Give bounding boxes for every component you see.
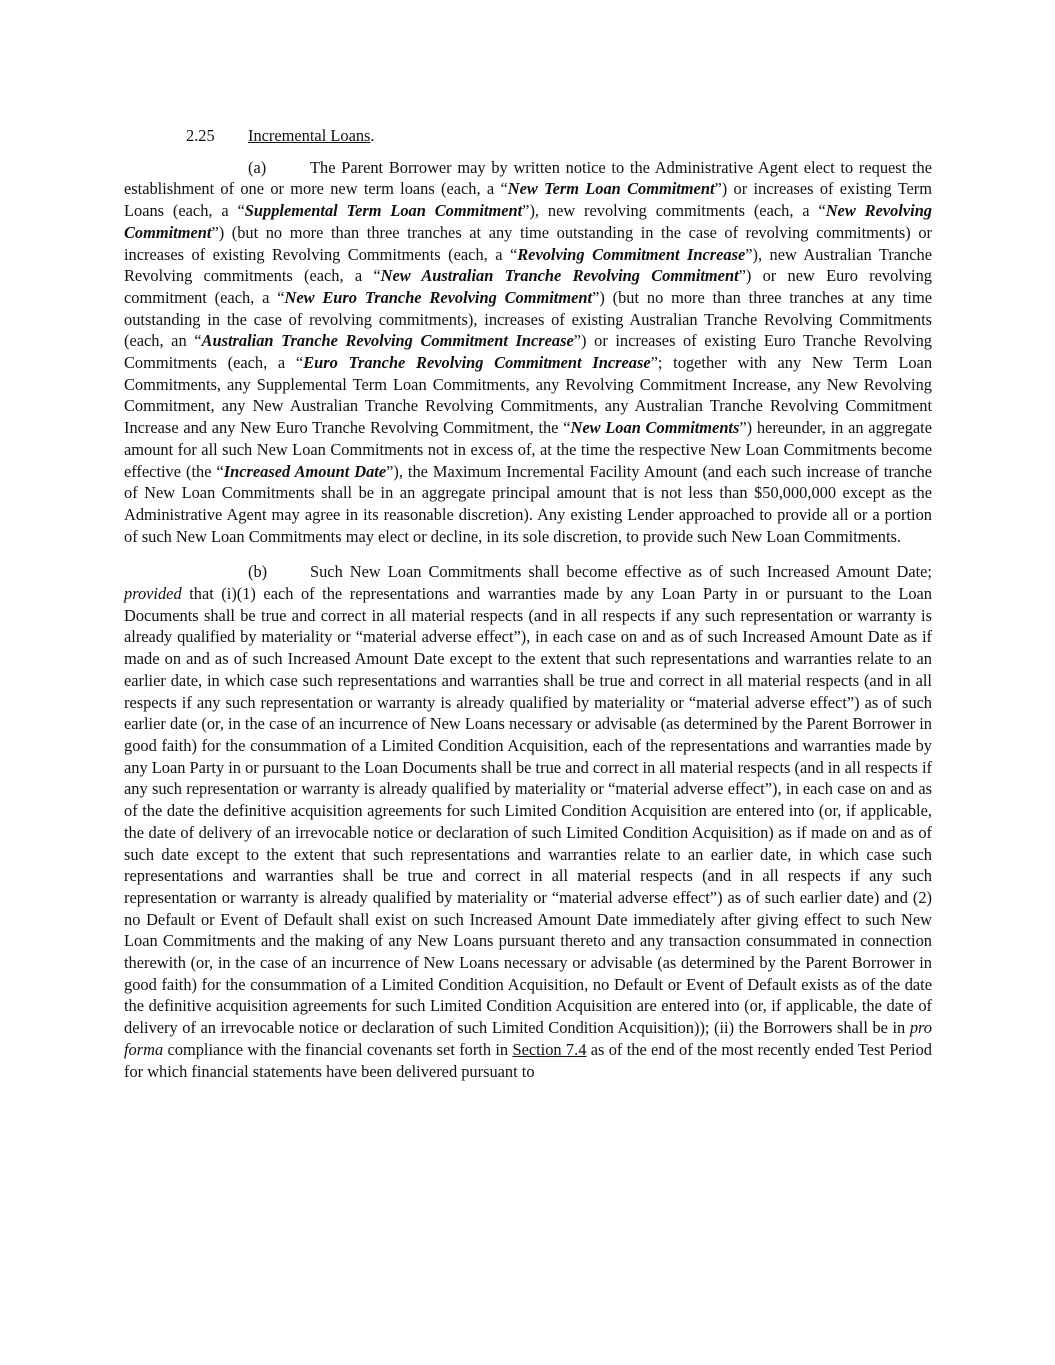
text-run: ”) or increases of existing Euro Tranche Revolving Commitments (each, a “: [124, 331, 932, 373]
text-run: compliance with the financial covenants set forth in: [163, 1039, 513, 1059]
text-run: The Parent Borrower may by written notice to the Administrative Agent elect to request the establishment of one or more new term loans (each, a “: [124, 157, 932, 199]
paragraph-b-label: (b): [248, 562, 268, 582]
text-run: ”) or increases of existing Term Loans (each, a “: [124, 179, 932, 221]
text-run: ”), the Maximum Incremental Facility Amount (and each such increase of tranche of New Loan Commitments shall be in an aggregate principal amount that is not less than $50,000,000 except as the Administrative Agent may agree in its reasonable discretion). Any existing Lender approached to provide all or a portion of such New Loan Commitments may elect or decline, in its sole discretion, to provide such New Loan Commitments.: [124, 461, 932, 546]
defined-term: Euro Tranche Revolving Commitment Increase: [303, 353, 651, 373]
text-run: ”) or new Euro revolving commitment (each, a “: [124, 266, 932, 307]
section-title-period: .: [370, 126, 375, 145]
text-run: ”; together with any New Term Loan Commitments, any Supplemental Term Loan Commitments, any Revolving Commitment Increase, any New Revolving Commitment, any New Australian Tranche Revolving Commitments, any Australian Tranche Revolving Commitment Increase and any New Euro Tranche Revolving Commitment, the “: [124, 353, 933, 438]
text-run: ”) (but no more than three tranches at any time outstanding in the case of revolving commitments) or increases of existing Revolving Commitments (each, a “: [124, 222, 932, 264]
italic-term: provided: [124, 584, 182, 604]
defined-term: Increased Amount Date: [223, 461, 387, 481]
defined-term: Australian Tranche Revolving Commitment Increase: [201, 331, 574, 351]
section-title: Incremental Loans: [248, 126, 371, 145]
text-run: Such New Loan Commitments shall become effective as of such Increased Amount Date;: [310, 562, 932, 582]
document-page: [124, 125, 932, 1096]
defined-term: New Loan Commitments: [570, 418, 740, 438]
paragraph-a: [124, 157, 932, 548]
text-run: ”), new revolving commitments (each, a “: [522, 201, 826, 221]
text-run: as of the end of the most recently ended Test Period for which financial statements have been delivered pursuant to: [124, 1039, 932, 1081]
defined-term: New Australian Tranche Revolving Commitment: [380, 266, 739, 286]
defined-term: New Revolving Commitment: [124, 201, 933, 242]
defined-term: Revolving Commitment Increase: [517, 244, 746, 264]
section-number: 2.25: [186, 126, 215, 145]
defined-term: New Euro Tranche Revolving Commitment: [284, 287, 593, 307]
defined-term: New Term Loan Commitment: [507, 179, 715, 199]
paragraph-b: [124, 561, 932, 1082]
text-run: ”), new Australian Tranche Revolving commitments (each, a “: [124, 244, 932, 286]
section-heading: [124, 125, 932, 147]
text-run: that (i)(1) each of the representations and warranties made by any Loan Party in or pursuant to the Loan Documents shall be true and correct in all material respects (and in all respects if any such representation or warranty is already qualified by materiality or “material adverse effect”), in each case on and as of such Increased Amount Date as if made on and as of such Increased Amount Date except to the extent that such representations and warranties relate to an earlier date, in which case such representations and warranties shall be true and correct in all material respects (and in all respects if any such representation or warranty is already qualified by materiality or “material adverse effect”) as of such earlier date (or, in the case of an incurrence of New Loans necessary or advisable (as determined by the Parent Borrower in good faith) for the consummation of a Limited Condition Acquisition, each of the representations and warranties made by any Loan Party in or pursuant to the Loan Documents shall be true and correct in all material respects (and in all respects if any such representation or warranty is already qualified by materiality or “material adverse effect”), in each case on and as of the date the definitive acquisition agreements for such Limited Condition Acquisition are entered into (or, if applicable, the date of delivery of an irrevocable notice or declaration of such Limited Condition Acquisition) as if made on and as of such date except to the extent that such representations and warranties relate to an earlier date, in which case such representations and warranties shall be true and correct in all material respects (and in all respects if any such representation or warranty is already qualified by materiality or “material adverse effect”) as of such earlier date) and (2) no Default or Event of Default shall exist on such Increased Amount Date immediately after giving effect to such New Loan Commitments and the making of any New Loans pursuant thereto and any transaction consummated in connection therewith (or, in the case of an incurrence of New Loans necessary or advisable (as determined by the Parent Borrower in good faith) for the consummation of a Limited Condition Acquisition, no Default or Event of Default exists as of the date the definitive acquisition agreements for such Limited Condition Acquisition are entered into (or, if applicable, the date of delivery of an irrevocable notice or declaration of such Limited Condition Acquisition)); (ii) the Borrowers shall be in: [124, 584, 932, 1038]
defined-term: Supplemental Term Loan Commitment: [244, 201, 523, 221]
italic-term: pro forma: [124, 1018, 932, 1059]
text-run: ”) hereunder, in an aggregate amount for all such New Loan Commitments not in excess of, at the time the respective New Loan Commitments become effective (the “: [124, 418, 932, 481]
section-reference: Section 7.4: [512, 1039, 587, 1059]
text-run: ”) (but no more than three tranches at any time outstanding in the case of revolving commitments), increases of existing Australian Tranche Revolving Commitments (each, an “: [124, 287, 932, 351]
paragraph-a-label: (a): [248, 157, 267, 177]
